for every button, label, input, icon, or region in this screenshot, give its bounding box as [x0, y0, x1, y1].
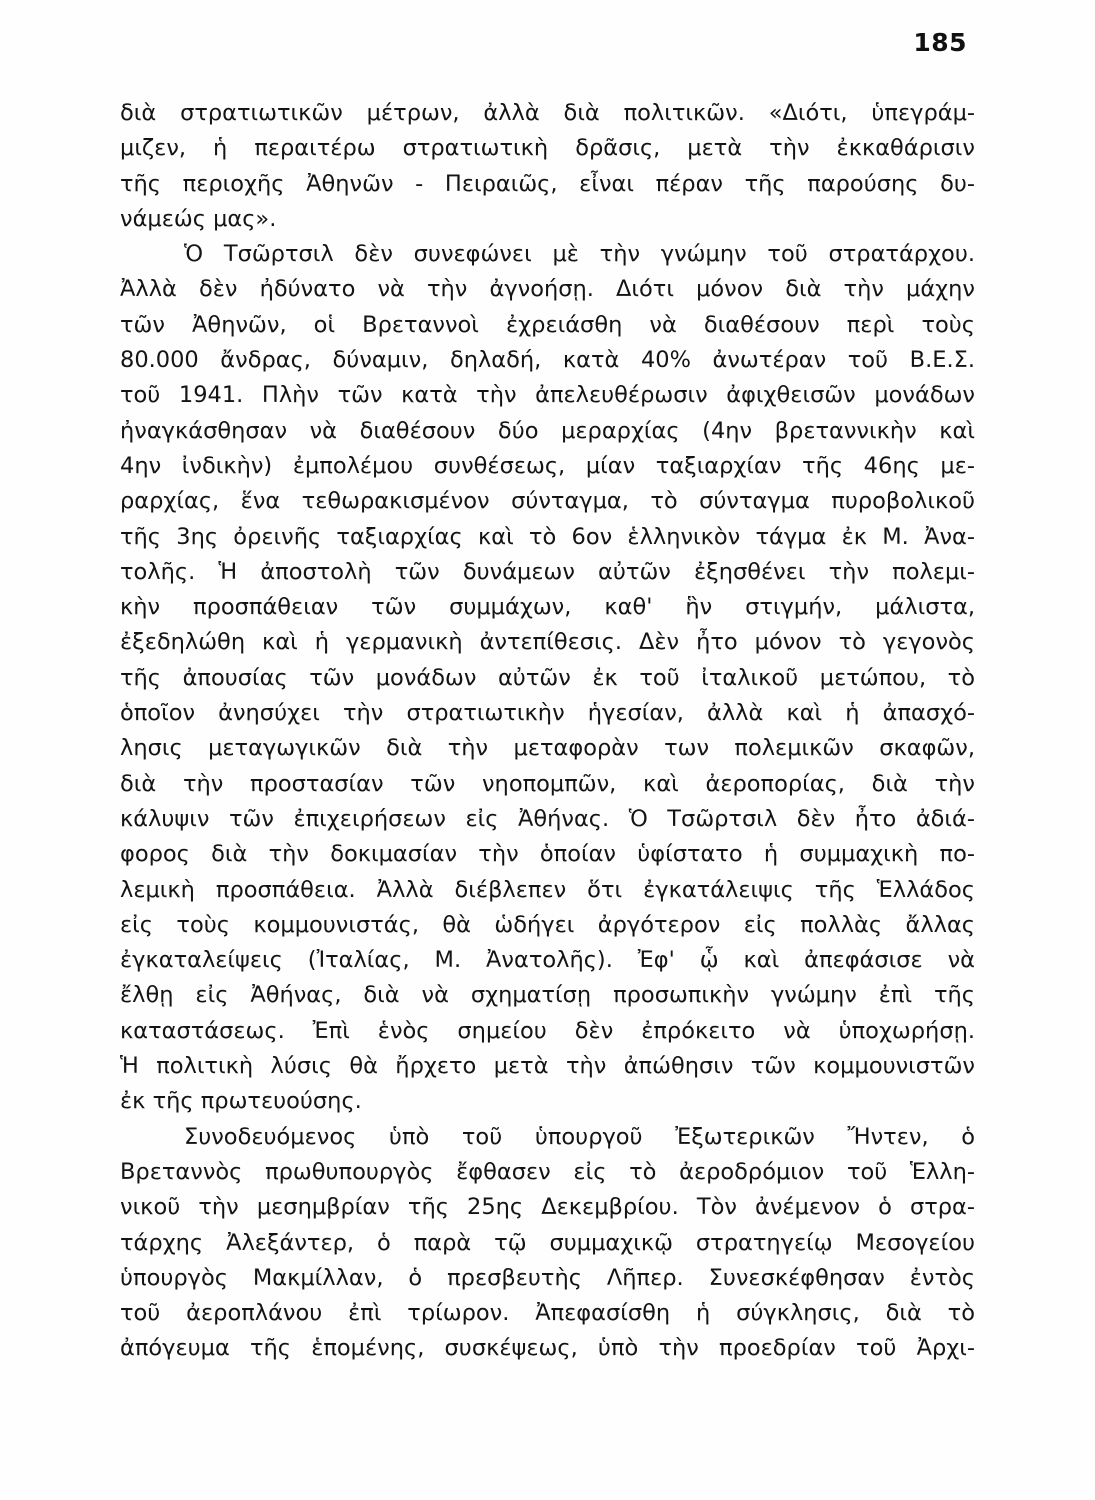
text-line: τῶν Ἀθηνῶν, οἱ Βρεταννοὶ ἐχρειάσθη νὰ διαθέσουν περὶ τοὺς [120, 311, 975, 338]
text-line: ραρχίας, ἕνα τεθωρακισμένον σύνταγμα, τὸ σύνταγμα πυροβολικοῦ [120, 488, 975, 515]
text-line: Συνοδευόμενος ὑπὸ τοῦ ὑπουργοῦ Ἐξωτερικῶν Ἤντεν, ὁ [184, 1123, 975, 1150]
text-line: ἔλθῃ εἰς Ἀθήνας, διὰ νὰ σχηματίσῃ προσωπικὴν γνώμην ἐπὶ τῆς [120, 982, 975, 1009]
text-line: Ἀλλὰ δὲν ἠδύνατο νὰ τὴν ἀγνοήσῃ. Διότι μόνον διὰ τὴν μάχην [120, 276, 975, 303]
text-line: τῆς ἀπουσίας τῶν μονάδων αὐτῶν ἐκ τοῦ ἰταλικοῦ μετώπου, τὸ [120, 664, 975, 691]
text-line: διὰ στρατιωτικῶν μέτρων, ἀλλὰ διὰ πολιτικῶν. «Διότι, ὑπεγράμ- [120, 100, 975, 126]
text-line: νικοῦ τὴν μεσημβρίαν τῆς 25ης Δεκεμβρίου. Τὸν ἀνέμενον ὁ στρα- [120, 1194, 975, 1221]
text-line: ἠναγκάσθησαν νὰ διαθέσουν δύο μεραρχίας (4ην βρεταννικὴν καὶ [120, 417, 975, 444]
text-line: τοῦ ἀεροπλάνου ἐπὶ τρίωρον. Ἀπεφασίσθη ἡ σύγκλησις, διὰ τὸ [120, 1300, 975, 1327]
text-line: τῆς περιοχῆς Ἀθηνῶν - Πειραιῶς, εἶναι πέραν τῆς παρούσης δυ- [120, 170, 975, 197]
text-line: εἰς τοὺς κομμουνιστάς, θὰ ὡδήγει ἀργότερον εἰς πολλὰς ἄλλας [120, 911, 975, 938]
text-line: Ἡ πολιτικὴ λύσις θὰ ἤρχετο μετὰ τὴν ἀπώθησιν τῶν κομμουνιστῶν [120, 1053, 975, 1080]
text-line: μιζεν, ἡ περαιτέρω στρατιωτικὴ δρᾶσις, μετὰ τὴν ἐκκαθάρισιν [120, 135, 975, 162]
text-line: ἐγκαταλείψεις (Ἰταλίας, Μ. Ἀνατολῆς). Ἐφ' ᾧ καὶ ἀπεφάσισε νὰ [120, 947, 975, 974]
text-line: Ὁ Τσῶρτσιλ δὲν συνεφώνει μὲ τὴν γνώμην τοῦ στρατάρχου. [184, 241, 975, 268]
text-line: τῆς 3ης ὀρεινῆς ταξιαρχίας καὶ τὸ 6ον ἑλληνικὸν τάγμα ἐκ Μ. Ἀνα- [120, 523, 975, 550]
text-line: τοῦ 1941. Πλὴν τῶν κατὰ τὴν ἀπελευθέρωσιν ἀφιχθεισῶν μονάδων [120, 382, 975, 409]
text-line: 80.000 ἄνδρας, δύναμιν, δηλαδή, κατὰ 40% ἀνωτέραν τοῦ Β.Ε.Σ. [120, 347, 975, 374]
text-line: 4ην ἰνδικὴν) ἐμπολέμου συνθέσεως, μίαν ταξιαρχίαν τῆς 46ης με- [120, 452, 975, 479]
text-line: Βρεταννὸς πρωθυπουργὸς ἔφθασεν εἰς τὸ ἀεροδρόμιον τοῦ Ἑλλη- [120, 1158, 975, 1185]
text-line: ἐκ τῆς πρωτευούσης. [120, 1088, 362, 1115]
body-text [120, 96, 975, 1367]
text-line: ὁποῖον ἀνησύχει τὴν στρατιωτικὴν ἡγεσίαν, ἀλλὰ καὶ ἡ ἀπασχό- [120, 700, 975, 727]
text-line: ἀπόγευμα τῆς ἑπομένης, συσκέψεως, ὑπὸ τὴν προεδρίαν τοῦ Ἀρχι- [120, 1335, 975, 1362]
text-line: καταστάσεως. Ἐπὶ ἑνὸς σημείου δὲν ἐπρόκειτο νὰ ὑποχωρήσῃ. [120, 1017, 975, 1044]
text-line: διὰ τὴν προστασίαν τῶν νηοπομπῶν, καὶ ἀεροπορίας, διὰ τὴν [120, 770, 975, 797]
text-line: τολῆς. Ἡ ἀποστολὴ τῶν δυνάμεων αὐτῶν ἐξησθένει τὴν πολεμι- [120, 558, 975, 585]
text-line: ἐξεδηλώθη καὶ ἡ γερμανικὴ ἀντεπίθεσις. Δὲν ἦτο μόνον τὸ γεγονὸς [120, 629, 975, 656]
page-number: 185 [913, 28, 967, 57]
text-line: φορος διὰ τὴν δοκιμασίαν τὴν ὁποίαν ὑφίστατο ἡ συμμαχικὴ πο- [120, 841, 975, 868]
text-line: λεμικὴ προσπάθεια. Ἀλλὰ διέβλεπεν ὅτι ἐγκατάλειψις τῆς Ἑλλάδος [120, 876, 975, 903]
text-line: τάρχης Ἀλεξάντερ, ὁ παρὰ τῷ συμμαχικῷ στρατηγείῳ Μεσογείου [120, 1229, 975, 1256]
text-line: κάλυψιν τῶν ἐπιχειρήσεων εἰς Ἀθήνας. Ὁ Τσῶρτσιλ δὲν ἦτο ἀδιά- [120, 805, 975, 832]
text-line: κὴν προσπάθειαν τῶν συμμάχων, καθ' ἣν στιγμήν, μάλιστα, [120, 594, 975, 621]
text-line: ὑπουργὸς Μακμίλλαν, ὁ πρεσβευτὴς Λῆπερ. Συνεσκέφθησαν ἐντὸς [120, 1264, 975, 1291]
text-line: νάμεώς μας». [120, 205, 277, 232]
text-line: λησις μεταγωγικῶν διὰ τὴν μεταφορὰν των πολεμικῶν σκαφῶν, [120, 735, 975, 762]
